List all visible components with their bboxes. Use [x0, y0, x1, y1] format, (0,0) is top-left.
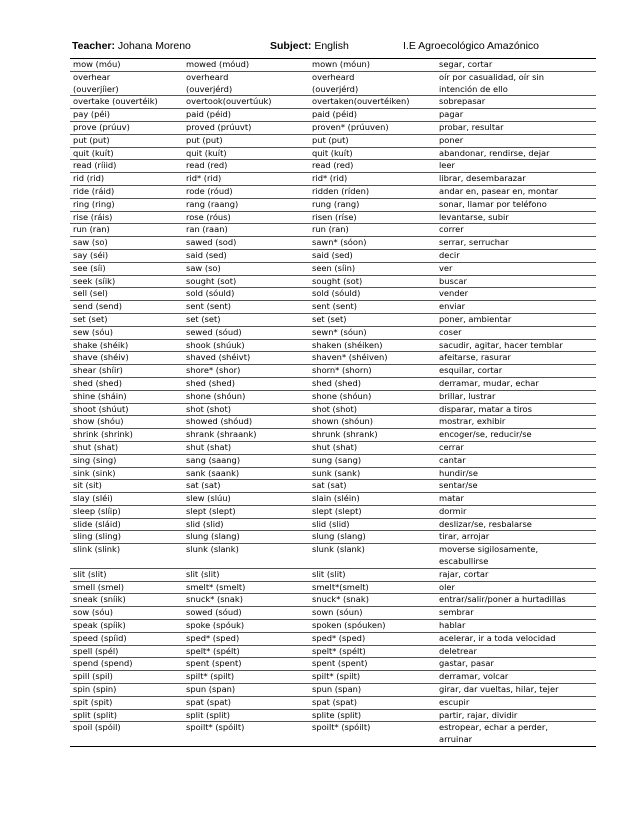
base-form-cell: mow (móu) [70, 59, 183, 72]
base-form-cell: smell (smel) [70, 581, 183, 594]
past-participle-cell: sat (sat) [309, 480, 436, 493]
past-participle-cell: said (sed) [309, 249, 436, 262]
past-simple-cell: saw (so) [183, 262, 309, 275]
past-participle-cell: shaken (shéiken) [309, 339, 436, 352]
table-row [70, 288, 596, 301]
past-participle-cell: sped* (sped) [309, 632, 436, 645]
past-simple-cell: rang (raang) [183, 198, 309, 211]
spanish-meaning-cell: poner, ambientar [436, 313, 596, 326]
table-row [70, 121, 596, 134]
table-row [70, 339, 596, 352]
spanish-meaning-cell: coser [436, 326, 596, 339]
past-participle-cell: spun (span) [309, 684, 436, 697]
spanish-meaning-cell: brillar, lustrar [436, 390, 596, 403]
table-row [70, 480, 596, 493]
spanish-meaning-cell: probar, resultar [436, 121, 596, 134]
spanish-meaning-cell: hundir/se [436, 467, 596, 480]
table-row [70, 377, 596, 390]
table-row [70, 645, 596, 658]
past-simple-cell: spent (spent) [183, 658, 309, 671]
base-form-cell: ring (ring) [70, 198, 183, 211]
table-row [70, 173, 596, 186]
past-simple-cell: slit (slit) [183, 568, 309, 581]
base-form-cell: shave (shéiv) [70, 352, 183, 365]
base-form-cell: speed (spíid) [70, 632, 183, 645]
past-participle-cell: seen (síin) [309, 262, 436, 275]
table-row [70, 620, 596, 633]
spanish-meaning-cell: enviar [436, 301, 596, 314]
past-simple-cell: overtook(ouvertúuk) [183, 96, 309, 109]
spanish-meaning-cell: andar en, pasear en, montar [436, 185, 596, 198]
table-row [70, 454, 596, 467]
spanish-meaning-cell: afeitarse, rasurar [436, 352, 596, 365]
past-simple-cell: sought (sot) [183, 275, 309, 288]
table-row [70, 416, 596, 429]
past-participle-cell: slit (slit) [309, 568, 436, 581]
base-form-cell: sow (sóu) [70, 607, 183, 620]
past-simple-cell: mowed (móud) [183, 59, 309, 72]
past-simple-cell: spoke (spóuk) [183, 620, 309, 633]
past-participle-cell: spoilt* (spóilt) [309, 722, 436, 747]
past-simple-cell: said (sed) [183, 249, 309, 262]
spanish-meaning-cell: derramar, volcar [436, 671, 596, 684]
past-simple-cell: shaved (shéivt) [183, 352, 309, 365]
past-simple-cell: shot (shot) [183, 403, 309, 416]
base-form-cell: saw (so) [70, 237, 183, 250]
base-form-cell: sneak (sníik) [70, 594, 183, 607]
spanish-meaning-cell: sonar, llamar por teléfono [436, 198, 596, 211]
base-form-cell: quit (kuít) [70, 147, 183, 160]
spanish-meaning-cell: matar [436, 493, 596, 506]
table-row [70, 429, 596, 442]
table-row [70, 262, 596, 275]
past-simple-cell: set (set) [183, 313, 309, 326]
table-row [70, 147, 596, 160]
table-row [70, 326, 596, 339]
past-simple-cell: slept (slept) [183, 505, 309, 518]
past-participle-cell: splite (split) [309, 709, 436, 722]
base-form-cell: sing (sing) [70, 454, 183, 467]
spanish-meaning-cell: decir [436, 249, 596, 262]
base-form-cell: shut (shat) [70, 441, 183, 454]
past-participle-cell: overheard (ouverjérd) [309, 71, 436, 96]
spanish-meaning-cell: esquilar, cortar [436, 365, 596, 378]
table-row [70, 71, 596, 96]
base-form-cell: spoil (spóil) [70, 722, 183, 747]
spanish-meaning-cell: buscar [436, 275, 596, 288]
table-row [70, 709, 596, 722]
spanish-meaning-cell: gastar, pasar [436, 658, 596, 671]
table-row [70, 568, 596, 581]
past-simple-cell: shone (shóun) [183, 390, 309, 403]
base-form-cell: overhear (ouverjíier) [70, 71, 183, 96]
spanish-meaning-cell: estropear, echar a perder, arruinar [436, 722, 596, 747]
past-simple-cell: spelt* (spélt) [183, 645, 309, 658]
past-simple-cell: spat (spat) [183, 696, 309, 709]
spanish-meaning-cell: serrar, serruchar [436, 237, 596, 250]
spanish-meaning-cell: sobrepasar [436, 96, 596, 109]
base-form-cell: speak (spíik) [70, 620, 183, 633]
past-participle-cell: shrunk (shrank) [309, 429, 436, 442]
past-participle-cell: spilt* (spilt) [309, 671, 436, 684]
spanish-meaning-cell: escupir [436, 696, 596, 709]
past-participle-cell: shut (shat) [309, 441, 436, 454]
spanish-meaning-cell: moverse sigilosamente, escabullirse [436, 544, 596, 569]
past-simple-cell: overheard (ouverjérd) [183, 71, 309, 96]
table-row [70, 390, 596, 403]
spanish-meaning-cell: vender [436, 288, 596, 301]
base-form-cell: spin (spin) [70, 684, 183, 697]
table-row [70, 544, 596, 569]
past-simple-cell: slid (slid) [183, 518, 309, 531]
table-row [70, 594, 596, 607]
base-form-cell: spend (spend) [70, 658, 183, 671]
spanish-meaning-cell: dormir [436, 505, 596, 518]
spanish-meaning-cell: oír por casualidad, oír sin intención de ello [436, 71, 596, 96]
past-simple-cell: spoilt* (spóilt) [183, 722, 309, 747]
subject-label: Subject: [270, 40, 312, 52]
spanish-meaning-cell: partir, rajar, dividir [436, 709, 596, 722]
past-simple-cell: sold (sóuld) [183, 288, 309, 301]
teacher-label: Teacher: [72, 40, 115, 52]
past-simple-cell: slunk (slank) [183, 544, 309, 569]
table-row [70, 211, 596, 224]
spanish-meaning-cell: cerrar [436, 441, 596, 454]
base-form-cell: say (séi) [70, 249, 183, 262]
base-form-cell: slit (slit) [70, 568, 183, 581]
spanish-meaning-cell: correr [436, 224, 596, 237]
spanish-meaning-cell: leer [436, 160, 596, 173]
past-simple-cell: rid* (rid) [183, 173, 309, 186]
base-form-cell: set (set) [70, 313, 183, 326]
past-simple-cell: sewed (sóud) [183, 326, 309, 339]
past-participle-cell: sought (sot) [309, 275, 436, 288]
past-simple-cell: shore* (shor) [183, 365, 309, 378]
base-form-cell: ride (ráid) [70, 185, 183, 198]
base-form-cell: pay (péi) [70, 109, 183, 122]
past-participle-cell: shot (shot) [309, 403, 436, 416]
spanish-meaning-cell: pagar [436, 109, 596, 122]
table-row [70, 581, 596, 594]
spanish-meaning-cell: deslizar/se, resbalarse [436, 518, 596, 531]
spanish-meaning-cell: cantar [436, 454, 596, 467]
spanish-meaning-cell: segar, cortar [436, 59, 596, 72]
past-participle-cell: sold (sóuld) [309, 288, 436, 301]
irregular-verbs-table [70, 58, 596, 747]
table-row [70, 96, 596, 109]
past-simple-cell: ran (raan) [183, 224, 309, 237]
table-row [70, 505, 596, 518]
base-form-cell: run (ran) [70, 224, 183, 237]
base-form-cell: sleep (slíip) [70, 505, 183, 518]
past-simple-cell: read (red) [183, 160, 309, 173]
spanish-meaning-cell: derramar, mudar, echar [436, 377, 596, 390]
table-row [70, 160, 596, 173]
past-simple-cell: slew (slúu) [183, 493, 309, 506]
past-simple-cell: slung (slang) [183, 531, 309, 544]
base-form-cell: sit (sit) [70, 480, 183, 493]
spanish-meaning-cell: encoger/se, reducir/se [436, 429, 596, 442]
base-form-cell: slide (sláid) [70, 518, 183, 531]
school-name: I.E Agroecológico Amazónico [403, 40, 539, 52]
spanish-meaning-cell: entrar/salir/poner a hurtadillas [436, 594, 596, 607]
past-participle-cell: smelt*(smelt) [309, 581, 436, 594]
past-simple-cell: shrank (shraank) [183, 429, 309, 442]
table-row [70, 467, 596, 480]
subject-info [270, 40, 349, 52]
base-form-cell: rid (rid) [70, 173, 183, 186]
past-participle-cell: set (set) [309, 313, 436, 326]
table-row [70, 313, 596, 326]
past-simple-cell: split (split) [183, 709, 309, 722]
subject-name: English [314, 40, 349, 52]
past-simple-cell: sent (sent) [183, 301, 309, 314]
table-row [70, 198, 596, 211]
spanish-meaning-cell: levantarse, subir [436, 211, 596, 224]
base-form-cell: put (put) [70, 134, 183, 147]
past-simple-cell: put (put) [183, 134, 309, 147]
base-form-cell: shine (sháin) [70, 390, 183, 403]
base-form-cell: show (shóu) [70, 416, 183, 429]
past-simple-cell: sang (saang) [183, 454, 309, 467]
past-participle-cell: sung (sang) [309, 454, 436, 467]
past-participle-cell: read (red) [309, 160, 436, 173]
base-form-cell: see (síi) [70, 262, 183, 275]
past-participle-cell: shorn* (shorn) [309, 365, 436, 378]
base-form-cell: shrink (shrink) [70, 429, 183, 442]
past-participle-cell: put (put) [309, 134, 436, 147]
past-participle-cell: sunk (sank) [309, 467, 436, 480]
spanish-meaning-cell: acelerar, ir a toda velocidad [436, 632, 596, 645]
table-row [70, 185, 596, 198]
past-simple-cell: spilt* (spilt) [183, 671, 309, 684]
spanish-meaning-cell: sembrar [436, 607, 596, 620]
past-participle-cell: quit (kuít) [309, 147, 436, 160]
past-simple-cell: quit (kuít) [183, 147, 309, 160]
past-simple-cell: sped* (sped) [183, 632, 309, 645]
table-row [70, 249, 596, 262]
table-row [70, 275, 596, 288]
past-participle-cell: spat (spat) [309, 696, 436, 709]
table-row [70, 59, 596, 72]
base-form-cell: seek (síik) [70, 275, 183, 288]
spanish-meaning-cell: tirar, arrojar [436, 531, 596, 544]
base-form-cell: prove (prúuv) [70, 121, 183, 134]
past-participle-cell: rung (rang) [309, 198, 436, 211]
past-simple-cell: shut (shat) [183, 441, 309, 454]
past-participle-cell: slid (slid) [309, 518, 436, 531]
past-participle-cell: spent (spent) [309, 658, 436, 671]
past-participle-cell: shed (shed) [309, 377, 436, 390]
spanish-meaning-cell: girar, dar vueltas, hilar, tejer [436, 684, 596, 697]
base-form-cell: sink (sink) [70, 467, 183, 480]
table-row [70, 441, 596, 454]
past-participle-cell: slunk (slank) [309, 544, 436, 569]
past-simple-cell: spun (span) [183, 684, 309, 697]
past-simple-cell: shook (shúuk) [183, 339, 309, 352]
spanish-meaning-cell: mostrar, exhibir [436, 416, 596, 429]
past-simple-cell: sank (saank) [183, 467, 309, 480]
past-participle-cell: risen (ríse) [309, 211, 436, 224]
table-row [70, 224, 596, 237]
spanish-meaning-cell: disparar, matar a tiros [436, 403, 596, 416]
spanish-meaning-cell: abandonar, rendirse, dejar [436, 147, 596, 160]
past-participle-cell: sewn* (sóun) [309, 326, 436, 339]
past-simple-cell: shed (shed) [183, 377, 309, 390]
document-header [72, 40, 612, 54]
base-form-cell: send (send) [70, 301, 183, 314]
past-simple-cell: sawed (sod) [183, 237, 309, 250]
spanish-meaning-cell: deletrear [436, 645, 596, 658]
spanish-meaning-cell: rajar, cortar [436, 568, 596, 581]
table-row [70, 632, 596, 645]
past-participle-cell: mown (móun) [309, 59, 436, 72]
past-participle-cell: rid* (rid) [309, 173, 436, 186]
base-form-cell: sling (sling) [70, 531, 183, 544]
spanish-meaning-cell: librar, desembarazar [436, 173, 596, 186]
teacher-info [72, 40, 191, 52]
past-participle-cell: slung (slang) [309, 531, 436, 544]
table-row [70, 352, 596, 365]
base-form-cell: spill (spil) [70, 671, 183, 684]
base-form-cell: rise (ráis) [70, 211, 183, 224]
spanish-meaning-cell: ver [436, 262, 596, 275]
spanish-meaning-cell: oler [436, 581, 596, 594]
table-row [70, 696, 596, 709]
past-participle-cell: overtaken(ouvertéiken) [309, 96, 436, 109]
past-participle-cell: paid (péid) [309, 109, 436, 122]
table-row [70, 493, 596, 506]
base-form-cell: split (split) [70, 709, 183, 722]
past-simple-cell: showed (shóud) [183, 416, 309, 429]
past-simple-cell: rode (róud) [183, 185, 309, 198]
spanish-meaning-cell: poner [436, 134, 596, 147]
base-form-cell: sell (sel) [70, 288, 183, 301]
table-row [70, 658, 596, 671]
base-form-cell: sew (sóu) [70, 326, 183, 339]
past-participle-cell: slept (slept) [309, 505, 436, 518]
past-simple-cell: proved (prúuvt) [183, 121, 309, 134]
base-form-cell: shoot (shúut) [70, 403, 183, 416]
past-simple-cell: smelt* (smelt) [183, 581, 309, 594]
past-simple-cell: sat (sat) [183, 480, 309, 493]
past-participle-cell: spelt* (spélt) [309, 645, 436, 658]
base-form-cell: slay (sléi) [70, 493, 183, 506]
table-row [70, 109, 596, 122]
table-row [70, 365, 596, 378]
table-row [70, 301, 596, 314]
past-participle-cell: proven* (prúuven) [309, 121, 436, 134]
table-row [70, 607, 596, 620]
past-participle-cell: snuck* (snak) [309, 594, 436, 607]
base-form-cell: shake (shéik) [70, 339, 183, 352]
table-row [70, 684, 596, 697]
base-form-cell: shear (shíir) [70, 365, 183, 378]
past-participle-cell: spoken (spóuken) [309, 620, 436, 633]
past-participle-cell: shaven* (shéiven) [309, 352, 436, 365]
past-participle-cell: sawn* (sóon) [309, 237, 436, 250]
base-form-cell: overtake (ouvertéik) [70, 96, 183, 109]
table-row [70, 722, 596, 747]
base-form-cell: read (ríiid) [70, 160, 183, 173]
spanish-meaning-cell: sentar/se [436, 480, 596, 493]
teacher-name: Johana Moreno [117, 40, 191, 52]
past-participle-cell: shown (shóun) [309, 416, 436, 429]
base-form-cell: shed (shed) [70, 377, 183, 390]
past-participle-cell: sown (sóun) [309, 607, 436, 620]
past-participle-cell: ridden (ríden) [309, 185, 436, 198]
table-row [70, 237, 596, 250]
verbs-table-body [70, 59, 596, 747]
base-form-cell: spell (spél) [70, 645, 183, 658]
table-row [70, 134, 596, 147]
table-row [70, 403, 596, 416]
spanish-meaning-cell: sacudir, agitar, hacer temblar [436, 339, 596, 352]
table-row [70, 518, 596, 531]
past-simple-cell: snuck* (snak) [183, 594, 309, 607]
past-simple-cell: paid (péid) [183, 109, 309, 122]
past-participle-cell: shone (shóun) [309, 390, 436, 403]
past-participle-cell: slain (sléin) [309, 493, 436, 506]
spanish-meaning-cell: hablar [436, 620, 596, 633]
past-simple-cell: rose (róus) [183, 211, 309, 224]
past-participle-cell: run (ran) [309, 224, 436, 237]
table-row [70, 671, 596, 684]
past-simple-cell: sowed (sóud) [183, 607, 309, 620]
table-row [70, 531, 596, 544]
past-participle-cell: sent (sent) [309, 301, 436, 314]
base-form-cell: slink (slink) [70, 544, 183, 569]
base-form-cell: spit (spit) [70, 696, 183, 709]
